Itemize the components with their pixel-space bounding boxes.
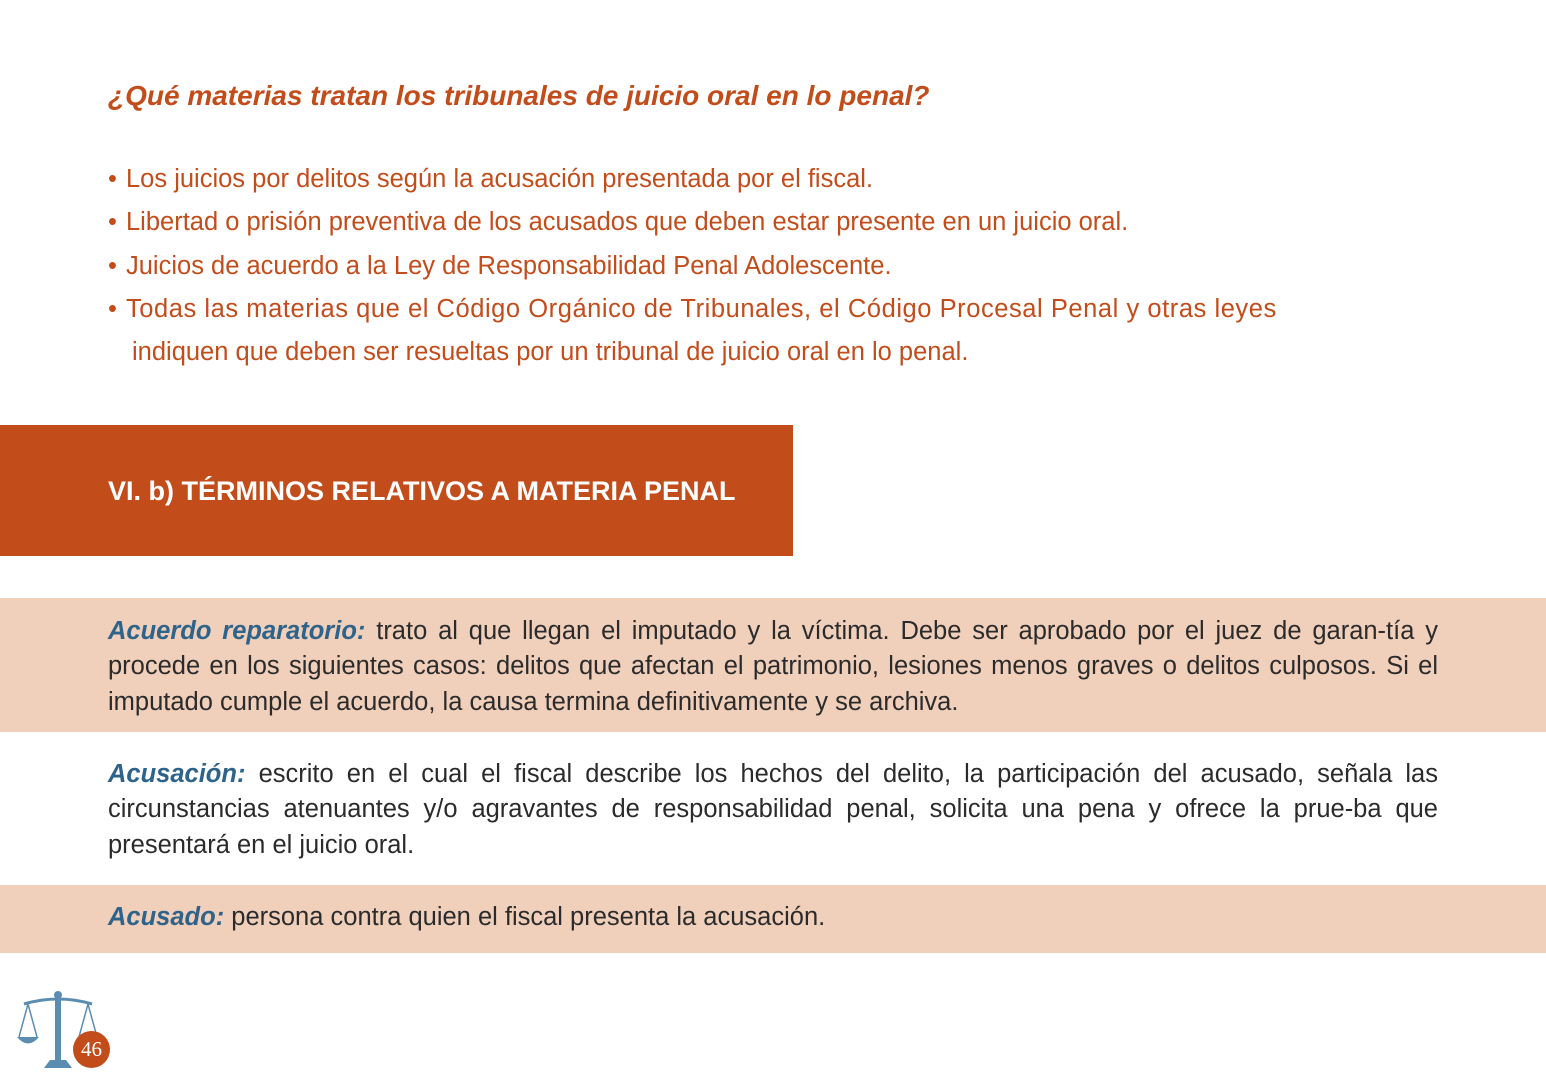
bullet-marker: • bbox=[108, 165, 117, 193]
glossary-entry-acusacion bbox=[0, 732, 1546, 885]
glossary-entry-acusado bbox=[0, 885, 1546, 953]
list-item bbox=[108, 201, 1456, 244]
list-item-text: Libertad o prisión preventiva de los acusados que deben estar presente en un juicio oral. bbox=[126, 208, 1129, 237]
bullet-marker: • bbox=[108, 208, 117, 237]
bullet-marker: • bbox=[108, 294, 118, 323]
glossary-definition: trato al que llegan el imputado y la víctima. Debe ser aprobado por el juez de garan-tía y procede en los siguientes casos: delitos que afectan el patrimonio, lesiones menos graves o delitos culposos. Si el imputado cumple el acuerdo, la causa termina definitivamente y se archiva. bbox=[108, 617, 1438, 716]
list-item-text: Juicios de acuerdo a la Ley de Responsabilidad Penal Adolescente. bbox=[126, 251, 892, 280]
bullet-marker: • bbox=[108, 251, 117, 280]
glossary-definition: escrito en el cual el fiscal describe los hechos del delito, la participación del acusado, señala las circunstancias atenuantes y/o agravantes de responsabilidad penal, solicita una pena y ofrece la prue-ba que presentará en el juicio oral. bbox=[108, 760, 1438, 859]
topic-list bbox=[108, 158, 1456, 374]
glossary-entry-text bbox=[108, 614, 1438, 720]
list-item bbox=[108, 158, 1456, 201]
glossary-term: Acuerdo reparatorio: bbox=[108, 617, 366, 645]
list-item-text: Los juicios por delitos según la acusación presentada por el fiscal. bbox=[126, 165, 874, 193]
glossary-entry-text bbox=[108, 900, 1438, 935]
page-number-badge: 46 bbox=[73, 1031, 110, 1068]
glossary-entry-acuerdo-reparatorio bbox=[0, 598, 1546, 732]
list-item bbox=[108, 245, 1456, 288]
section-banner bbox=[0, 425, 793, 556]
glossary-term: Acusado: bbox=[108, 903, 225, 931]
section-title: VI. b) TÉRMINOS RELATIVOS A MATERIA PENAL bbox=[108, 476, 736, 506]
glossary-entry-text bbox=[108, 757, 1438, 863]
list-item-text: Todas las materias que el Código Orgánico de Tribunales, el Código Procesal Penal y otras leyes bbox=[126, 294, 1277, 323]
list-item-continuation: indiquen que deben ser resueltas por un tribunal de juicio oral en lo penal. bbox=[132, 338, 969, 367]
glossary-term: Acusación: bbox=[108, 760, 246, 788]
glossary-definition: persona contra quien el fiscal presenta la acusación. bbox=[224, 903, 826, 931]
list-item bbox=[108, 288, 1456, 375]
question-heading: ¿Qué materias tratan los tribunales de juicio oral en lo penal? bbox=[108, 80, 930, 111]
